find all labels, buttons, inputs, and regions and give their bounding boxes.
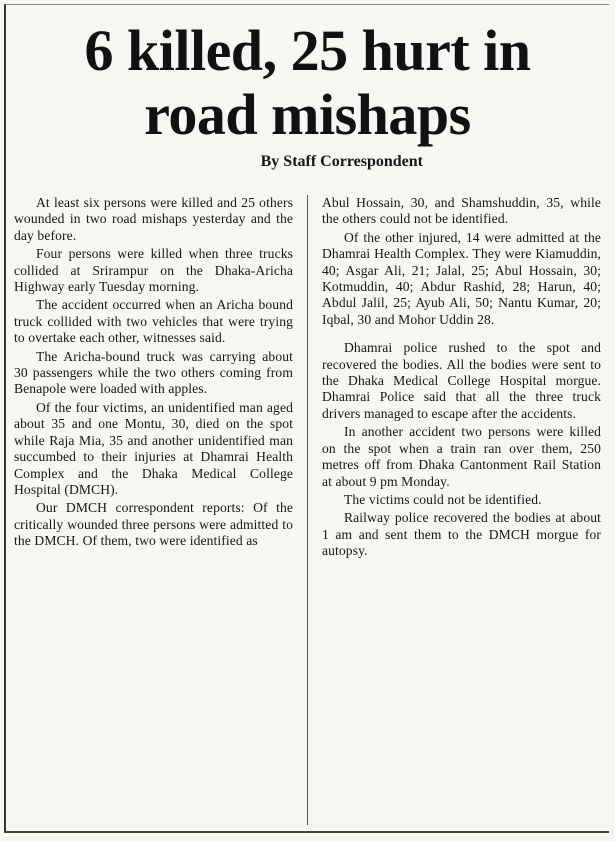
headline-line-1: 6 killed, 25 hurt in — [84, 18, 531, 83]
paragraph: Of the other injured, 14 were admitted at the Dhamrai Health Complex. They were Kiamuddin, 40; Asgar Ali, 21; Jalal, 25; Abul Hossain, 30; Kotmuddin, 40; Abdur Rashid, 28; Harun, 40; Abdul Jalil, 25; Ayub Ali, 50; Nantu Kumar, 20; Iqbal, 30 and Mohor Uddin 28. — [322, 229, 601, 327]
column-right — [322, 195, 601, 825]
paragraph: The accident occurred when an Aricha bound truck collided with two vehicles that were trying to overtake each other, witnesses said. — [14, 297, 293, 346]
paragraph: Abul Hossain, 30, and Shamshuddin, 35, while the others could not be identified. — [322, 195, 601, 227]
paragraph: Our DMCH correspondent reports: Of the critically wounded three persons were admitted to the DMCH. Of them, two were identified as — [14, 500, 293, 549]
paragraph: The Aricha-bound truck was carrying about 30 passengers while the two others coming from Benapole were loaded with apples. — [14, 348, 293, 397]
paragraph: At least six persons were killed and 25 others wounded in two road mishaps yesterday and the day before. — [14, 195, 293, 243]
paragraph: Railway police recovered the bodies at about 1 am and sent them to the DMCH morgue for autopsy. — [322, 510, 601, 559]
byline: By Staff Correspondent — [260, 153, 423, 170]
headline-line-2: road mishaps — [144, 82, 471, 147]
paragraph: In another accident two persons were killed on the spot when a train ran over them, 250 metres off from Dhaka Cantonment Rail Station at about 9 pm Monday. — [322, 424, 601, 489]
paragraph: Four persons were killed when three trucks collided at Srirampur on the Dhaka-Aricha Highway early Tuesday morning. — [14, 246, 293, 295]
headline — [6, 19, 609, 147]
paragraph: The victims could not be identified. — [344, 491, 542, 507]
paragraph: Of the four victims, an unidentified man aged about 35 and one Montu, 30, died on the spot while Raja Mia, 35 and another unidentified man succumbed to their injuries at Dhamrai Health Complex and the Dhaka Medical College Hospital (DMCH). — [14, 399, 293, 497]
column-divider — [307, 195, 308, 825]
column-left — [14, 195, 293, 825]
newspaper-clipping — [4, 4, 609, 833]
article-body — [14, 195, 601, 825]
paragraph: Dhamrai police rushed to the spot and recovered the bodies. All the bodies were sent to the Dhaka Medical College Hospital morgue. Dhamrai Police said that all the three truck drivers managed to escape after the accidents. — [322, 340, 601, 421]
